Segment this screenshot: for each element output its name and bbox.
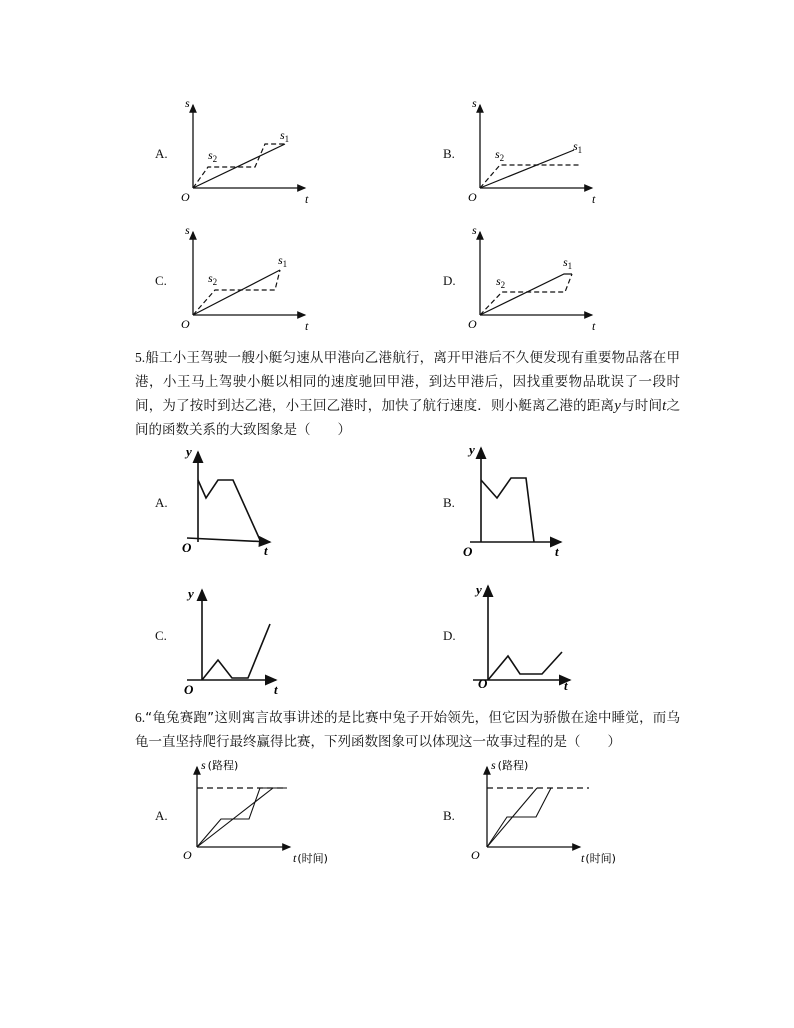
svg-text:s(路程) <box>201 758 238 772</box>
var-y: y <box>614 398 621 414</box>
svg-text:s2: $s_2$ <box>208 271 218 287</box>
s2-label: s <box>496 274 501 288</box>
y-axis-label: y <box>186 444 192 459</box>
s2-line <box>480 165 580 188</box>
question-text-c: 之间的函数关系的大致图象是（ ） <box>135 398 681 438</box>
option-label-q5-c: C. <box>155 628 167 643</box>
s1-label: s <box>280 128 285 142</box>
graph-q4-c <box>175 222 325 334</box>
graph-q5-a <box>172 440 292 560</box>
origin-label: O <box>478 676 488 691</box>
graph-q4-a <box>175 95 325 207</box>
option-label-q4-c: C. <box>155 273 167 288</box>
t-axis-label: t <box>293 851 297 865</box>
s-axis-label: s <box>472 223 477 237</box>
option-label-q5-a: A. <box>155 495 168 510</box>
t-axis-label: t <box>592 192 596 206</box>
y-axis-label: y <box>188 586 194 601</box>
y-axis-label: y <box>476 582 482 597</box>
svg-text:t(时间) <box>581 851 616 865</box>
t-axis-label: t <box>564 678 568 693</box>
graph-q6-b <box>465 755 635 870</box>
s2-label: s <box>495 147 500 161</box>
origin-label: O <box>182 540 192 555</box>
svg-text:s1: $s_1$ <box>278 253 288 269</box>
svg-text:t(时间) <box>293 851 328 865</box>
option-label-q4-b: B. <box>443 146 455 161</box>
t-axis-label: t <box>305 192 309 206</box>
var-t: t <box>662 398 667 414</box>
svg-text:s2: $s_2$ <box>208 148 218 164</box>
svg-text:s1: $s_1$ <box>563 255 573 271</box>
question-6 <box>135 706 680 754</box>
svg-text:s(路程) <box>491 758 528 772</box>
rabbit-line <box>197 788 287 847</box>
s-axis-note: (路程) <box>497 759 529 772</box>
s-axis-label: s <box>201 758 206 772</box>
s-axis-label: s <box>472 96 477 110</box>
s1-label: s <box>563 255 568 269</box>
origin-label: O <box>463 544 473 559</box>
option-label-q5-d: D. <box>443 628 456 643</box>
t-axis-label: t <box>592 319 596 333</box>
question-text-a: 船工小王驾驶一艘小艇匀速从甲港向乙港航行，离开甲港后不久便发现有重要物品落在甲港，小王马上驾驶小艇以相同的速度驰回甲港，到达甲港后，因找重要物品耽误了一段时间，为了按时到达乙港，小王回乙港时，加快了航行速度．则小艇离乙港的距离 <box>135 350 680 414</box>
s1-label: s <box>278 253 283 267</box>
svg-text:s2: $s_2$ <box>495 147 505 163</box>
s1-line <box>480 274 572 315</box>
graph-q4-d <box>462 222 612 334</box>
question-text-b: 与时间 <box>620 398 663 414</box>
t-axis-label: t <box>305 319 309 333</box>
origin-label: O <box>471 848 480 862</box>
svg-text:s1: $s_1$ <box>573 139 583 155</box>
s2-label: s <box>208 271 213 285</box>
distance-curve <box>481 478 534 542</box>
distance-curve <box>488 652 562 680</box>
s-axis-label: s <box>185 223 190 237</box>
graph-q4-b <box>462 95 612 207</box>
distance-curve <box>198 480 260 540</box>
option-label-q4-d: D. <box>443 273 456 288</box>
s1-line <box>193 270 280 315</box>
origin-label: O <box>181 317 190 331</box>
s2-label: s <box>208 148 213 162</box>
option-label-q4-a: A. <box>155 146 168 161</box>
t-axis-note: (时间) <box>297 852 328 865</box>
option-label-q5-b: B. <box>443 495 455 510</box>
rabbit-line <box>487 788 551 847</box>
t-axis-label: t <box>274 682 278 697</box>
option-label-q6-b: B. <box>443 808 455 823</box>
s1-label: s <box>573 139 578 153</box>
svg-text:s2: $s_2$ <box>496 274 506 290</box>
graph-q5-d <box>458 578 578 698</box>
question-number: 5. <box>135 350 146 365</box>
question-text: “龟兔赛跑”这则寓言故事讲述的是比赛中兔子开始领先，但它因为骄傲在途中睡觉，而乌龟一直坚持爬行最终赢得比赛，下列函数图象可以体现这一故事过程的是（ ） <box>135 710 680 750</box>
s-axis-label: s <box>185 96 190 110</box>
origin-label: O <box>468 317 477 331</box>
origin-label: O <box>184 682 194 697</box>
graph-q5-b <box>455 440 575 560</box>
origin-label: O <box>468 190 477 204</box>
origin-label: O <box>183 848 192 862</box>
graph-q6-a <box>175 755 345 870</box>
t-axis-label: t <box>555 544 559 559</box>
t-axis-label: t <box>264 543 268 558</box>
t-axis-note: (时间) <box>585 852 616 865</box>
distance-curve <box>202 624 270 680</box>
graph-q5-c <box>172 578 292 698</box>
origin-label: O <box>181 190 190 204</box>
s-axis-label: s <box>491 758 496 772</box>
y-axis-label: y <box>469 442 475 457</box>
tortoise-line <box>197 788 273 847</box>
question-number: 6. <box>135 710 146 725</box>
t-axis-label: t <box>581 851 585 865</box>
s1-line <box>193 144 285 188</box>
svg-text:s1: $s_1$ <box>280 128 290 144</box>
question-5 <box>135 346 680 442</box>
option-label-q6-a: A. <box>155 808 168 823</box>
s-axis-note: (路程) <box>207 759 239 772</box>
